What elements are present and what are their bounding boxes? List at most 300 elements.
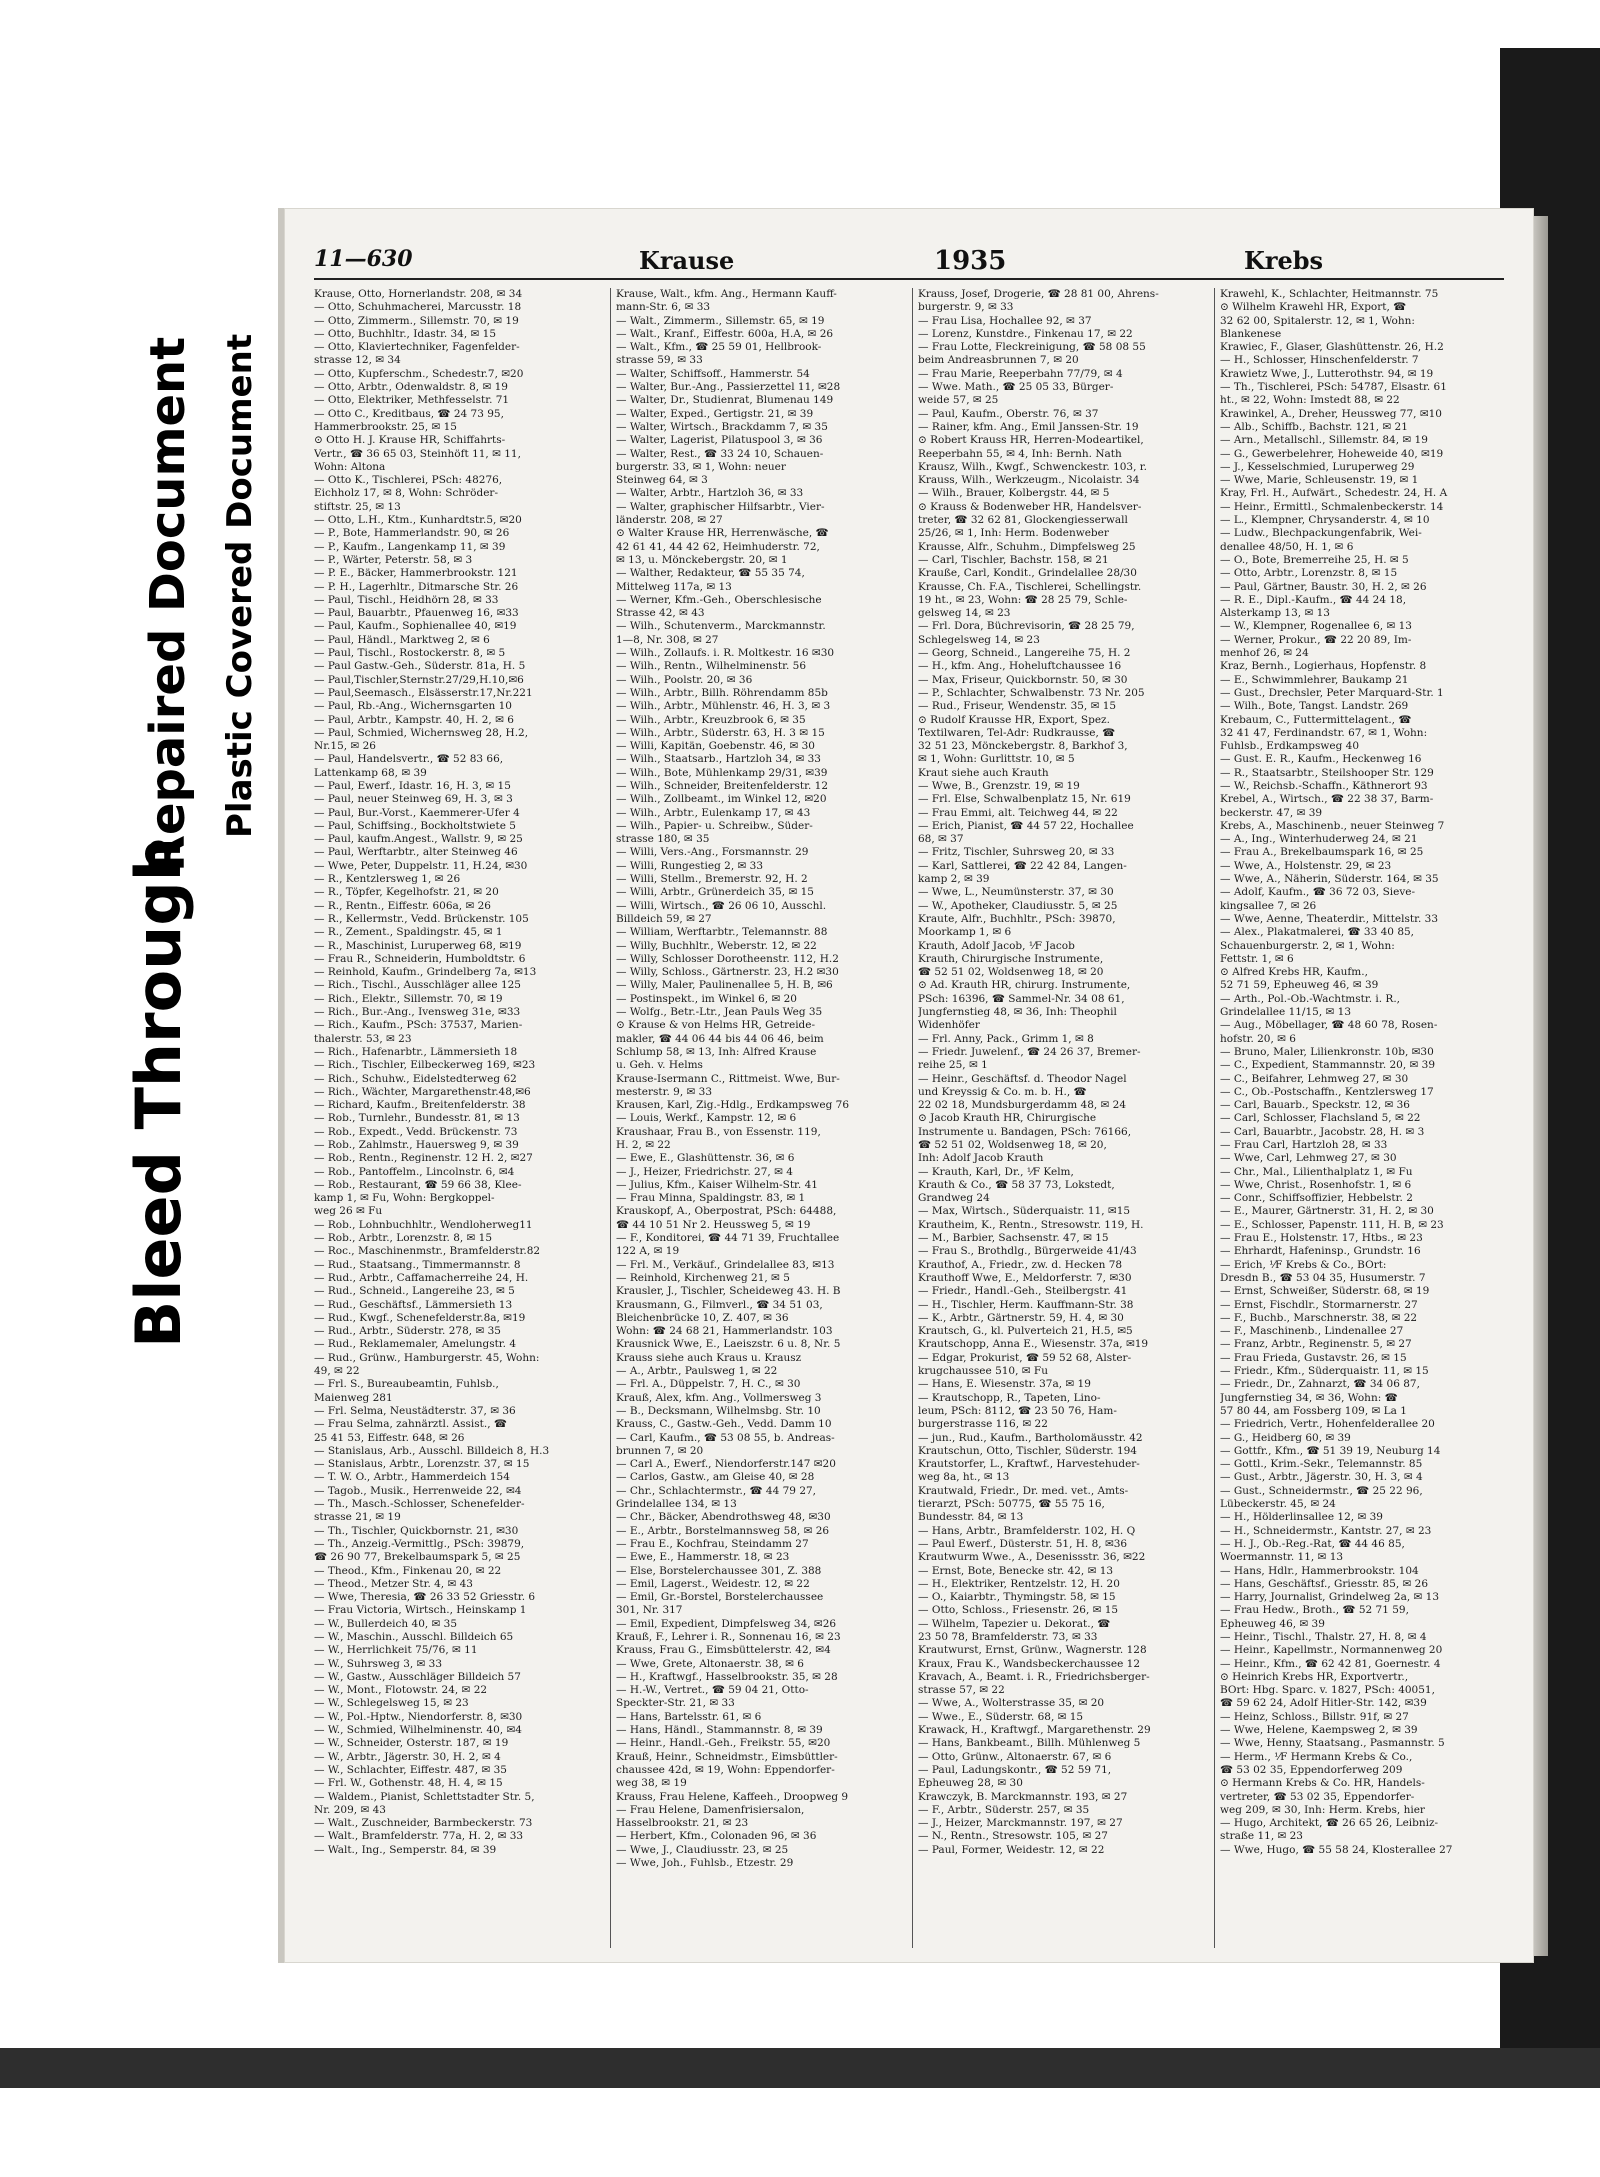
directory-entry: Krauß, Alex, kfm. Ang., Vollmersweg 3 (616, 1391, 822, 1404)
directory-entry: — Frl. Else, Schwalbenplatz 15, Nr. 619 (918, 793, 1131, 806)
directory-entry: — Wwe, Hugo, ☎ 55 58 24, Klosterallee 27 (1220, 1843, 1453, 1856)
page-header (284, 208, 1534, 276)
directory-entry: Speckter-Str. 21, ✉ 33 (616, 1697, 735, 1710)
directory-entry: — Wilh., Arbtr., Mühlenstr. 46, H. 3, ✉ 3 (616, 700, 831, 713)
directory-entry: — Frau Frieda, Gustavstr. 26, ✉ 15 (1220, 1351, 1407, 1364)
directory-entry: — F., Maschinenb., Lindenallee 27 (1220, 1325, 1404, 1338)
directory-entry: — Wwe., E., Süderstr. 68, ✉ 15 (918, 1710, 1084, 1723)
directory-entry: Woermannstr. 11, ✉ 13 (1220, 1551, 1344, 1564)
directory-entry: — jun., Rud., Kaufm., Bartholomäusstr. 42 (918, 1431, 1143, 1444)
directory-entry: Krautwurm Wwe., A., Desenissstr. 36, ✉22 (918, 1551, 1146, 1564)
directory-entry: weg 38, ✉ 19 (616, 1777, 687, 1790)
directory-entry: — W., Schmied, Wilhelminenstr. 40, ✉4 (314, 1724, 522, 1737)
directory-entry: — Wilh., Arbtr., Eulenkamp 17, ✉ 43 (616, 806, 811, 819)
directory-entry: 32 41 47, Ferdinandstr. 67, ✉ 1, Wohn: (1220, 726, 1428, 739)
directory-entry: — Paul, Ladungskontr., ☎ 52 59 71, (918, 1763, 1112, 1776)
directory-entry: hofstr. 20, ✉ 6 (1220, 1032, 1296, 1045)
directory-entry: — Otto, Arbtr., Lorenzstr. 8, ✉ 15 (1220, 567, 1398, 580)
directory-entry: Bleichenbrücke 10, Z. 407, ✉ 36 (616, 1311, 789, 1324)
directory-entry: burgerstr. 33, ✉ 1, Wohn: neuer (616, 460, 786, 473)
directory-entry: — Emil, Expedient, Dimpfelsweg 34, ✉26 (616, 1617, 837, 1630)
directory-entry: — Willi, Stellm., Bremerstr. 92, H. 2 (616, 873, 808, 886)
directory-entry: — R., Rentn., Eiffestr. 606a, ✉ 26 (314, 899, 491, 912)
directory-entry: — Rob., Lohnbuchhltr., Wendloherweg11 (314, 1218, 533, 1231)
directory-entry: — Frau S., Brothdlg., Bürgerweide 41/43 (918, 1245, 1137, 1258)
directory-entry: — Otto, Grünw., Altonaerstr. 67, ✉ 6 (918, 1750, 1112, 1763)
directory-entry: — Max, Friseur, Quickbornstr. 50, ✉ 30 (918, 673, 1128, 686)
directory-entry: 52 71 59, Epheuweg 46, ✉ 39 (1220, 979, 1379, 992)
directory-entry: — Carl, Schlosser, Flachsland 5, ✉ 22 (1220, 1112, 1421, 1125)
directory-entry: — Paul, Rb.-Ang., Wichernsgarten 10 (314, 700, 512, 713)
directory-entry: — Paul, Former, Weidestr. 12, ✉ 22 (918, 1843, 1105, 1856)
directory-entry: — Karl, Sattlerei, ☎ 22 42 84, Langen- (918, 859, 1127, 872)
directory-entry: — Paul, Ewerf., Idastr. 16, H. 3, ✉ 15 (314, 779, 511, 792)
directory-entry: — B., Decksmann, Wilhelmsbg. Str. 10 (616, 1404, 821, 1417)
directory-entry: — Ewe, E., Hammerstr. 18, ✉ 23 (616, 1551, 790, 1564)
directory-column-2 (616, 288, 906, 1948)
page-number: 11—630 (314, 246, 413, 272)
directory-entry: — Ewe, E., Glashüttenstr. 36, ✉ 6 (616, 1152, 795, 1165)
directory-entry: — Ludw., Blechpackungenfabrik, Wei- (1220, 527, 1422, 540)
directory-entry: weide 57, ✉ 25 (918, 394, 999, 407)
directory-entry: 32 51 23, Mönckebergstr. 8, Barkhof 3, (918, 740, 1128, 753)
directory-entry: — Krautschopp, R., Tapeten, Lino- (918, 1391, 1101, 1404)
directory-entry: — Frl. Selma, Neustädterstr. 37, ✉ 36 (314, 1404, 516, 1417)
directory-entry: — G., Heidberg 60, ✉ 39 (1220, 1431, 1351, 1444)
directory-entry: — Carl, Tischler, Bachstr. 158, ✉ 21 (918, 553, 1109, 566)
directory-entry: 57 80 44, am Fossberg 109, ✉ La 1 (1220, 1404, 1407, 1417)
directory-entry: ht., ✉ 22, Wohn: Imstedt 88, ✉ 22 (1220, 394, 1400, 407)
directory-year: 1935 (934, 246, 1007, 276)
plastic-covered-label: Plastic Covered Document (220, 333, 260, 838)
directory-entry: — Gottl., Krim.-Sekr., Telemannstr. 85 (1220, 1458, 1423, 1471)
directory-columns (314, 288, 1529, 1948)
directory-entry: Krause, Otto, Hornerlandstr. 208, ✉ 34 (314, 288, 523, 300)
directory-entry: — G., Gewerbelehrer, Hoheweide 40, ✉19 (1220, 447, 1444, 460)
directory-entry: — Hugo, Architekt, ☎ 26 65 26, Leibniz- (1220, 1817, 1439, 1830)
directory-entry: — P., Kaufm., Langenkamp 11, ✉ 39 (314, 540, 506, 553)
directory-entry: strasse 59, ✉ 33 (616, 354, 703, 367)
directory-entry: Kraux, Frau K., Wandsbeckerchaussee 12 (918, 1657, 1140, 1670)
directory-entry: kamp 1, ✉ Fu, Wohn: Bergkoppel- (314, 1192, 495, 1205)
directory-entry: — Rud., Staatsang., Timmermannstr. 8 (314, 1258, 521, 1271)
directory-entry: — Alb., Schiffb., Bachstr. 121, ✉ 21 (1220, 420, 1408, 433)
directory-entry: — Heinr., Kfm., ☎ 62 42 81, Goernestr. 4 (1220, 1657, 1441, 1670)
directory-entry: 22 02 18, Mundsburgerdamm 48, ✉ 24 (918, 1099, 1127, 1112)
directory-entry: — J., Heizer, Friedrichstr. 27, ✉ 4 (616, 1165, 793, 1178)
directory-entry: Krautsch, G., kl. Pulverteich 21, H.5, ✉5 (918, 1325, 1133, 1338)
directory-entry: — E., Arbtr., Borstelmannsweg 58, ✉ 26 (616, 1524, 830, 1537)
directory-entry: Instrumente u. Bandagen, PSch: 76166, (918, 1125, 1132, 1138)
directory-entry: — T. W. O., Arbtr., Hammerdeich 154 (314, 1471, 510, 1484)
directory-entry: — Carl A., Ewerf., Niendorferstr.147 ✉20 (616, 1458, 836, 1471)
directory-entry: Krawinkel, A., Dreher, Heussweg 77, ✉10 (1220, 407, 1442, 420)
directory-entry: — Arn., Metallschl., Sillemstr. 84, ✉ 19 (1220, 434, 1428, 447)
directory-entry: 23 50 78, Bramfelderstr. 73, ✉ 33 (918, 1630, 1098, 1643)
directory-entry: — Willy, Schlosser Dorotheenstr. 112, H.2 (616, 952, 839, 965)
directory-entry: — Rud., Kwgf., Schenefelderstr.8a, ✉19 (314, 1311, 526, 1324)
directory-entry: ⊙ Walter Krause HR, Herrenwäsche, ☎ (616, 527, 829, 540)
directory-entry: — Frau Lisa, Hochallee 92, ✉ 37 (918, 314, 1092, 327)
directory-entry: — P., Bote, Hammerlandstr. 90, ✉ 26 (314, 527, 510, 540)
directory-entry: — Hans, Arbtr., Bramfelderstr. 102, H. Q (918, 1524, 1136, 1537)
directory-entry: — Hans, Händl., Stammannstr. 8, ✉ 39 (616, 1724, 823, 1737)
directory-entry: — W., Suhrsweg 3, ✉ 33 (314, 1657, 443, 1670)
directory-entry: — Rud., Friseur, Wendenstr. 35, ✉ 15 (918, 700, 1117, 713)
directory-entry: — Paul, Kaufm., Sophienallee 40, ✉19 (314, 620, 517, 633)
directory-entry: Krausmann, G., Filmverl., ☎ 34 51 03, (616, 1298, 823, 1311)
directory-entry: — R., Maschinist, Luruperweg 68, ✉19 (314, 939, 522, 952)
directory-entry: Billdeich 59, ✉ 27 (616, 912, 712, 925)
directory-entry: — Paul, Kaufm., Oberstr. 76, ✉ 37 (918, 407, 1099, 420)
directory-entry: — Herm., ⅟F Hermann Krebs & Co., (1220, 1750, 1413, 1763)
directory-entry: ⊙ Ad. Krauth HR, chirurg. Instrumente, (918, 979, 1131, 992)
directory-entry: — E., Maurer, Gärtnerstr. 31, H. 2, ✉ 30 (1220, 1205, 1434, 1218)
directory-entry: 42 61 41, 44 42 62, Heimhuderstr. 72, (616, 540, 820, 553)
directory-entry: ⊙ Otto H. J. Krause HR, Schiffahrts- (314, 434, 506, 447)
directory-entry: — Rainer, kfm. Ang., Emil Janssen-Str. 19 (918, 420, 1139, 433)
directory-entry: — Frau Minna, Spaldingstr. 83, ✉ 1 (616, 1192, 806, 1205)
directory-entry: ☎ 26 90 77, Brekelbaumspark 5, ✉ 25 (314, 1551, 521, 1564)
directory-entry: — Friedr., Kfm., Süderquaistr. 11, ✉ 15 (1220, 1365, 1429, 1378)
directory-entry: — Walter, Rest., ☎ 33 24 10, Schauen- (616, 447, 824, 460)
directory-entry: — Frau Marie, Reeperbahn 77/79, ✉ 4 (918, 367, 1123, 380)
directory-entry: — Friedrich, Vertr., Hohenfelderallee 20 (1220, 1418, 1435, 1431)
directory-entry: — Paul, Bur.-Vorst., Kaemmerer-Ufer 4 (314, 806, 520, 819)
directory-entry: makler, ☎ 44 06 44 bis 44 06 46, beim (616, 1032, 824, 1045)
directory-entry: — Ehrhardt, Hafeninsp., Grundstr. 16 (1220, 1245, 1421, 1258)
directory-entry: ⊙ Alfred Krebs HR, Kaufm., (1220, 966, 1368, 979)
repaired-document-label: Repaired Document (140, 336, 196, 872)
directory-entry: — Paul, neuer Steinweg 69, H. 3, ✉ 3 (314, 793, 513, 806)
directory-entry: — Rud., Grünw., Hamburgerstr. 45, Wohn: (314, 1351, 540, 1364)
directory-entry: — Paul, kaufm.Angest., Wallstr. 9, ✉ 25 (314, 833, 523, 846)
directory-entry: — Carl, Bauarbtr., Jacobstr. 28, H. ✉ 3 (1220, 1125, 1425, 1138)
directory-entry: Mittelweg 117a, ✉ 13 (616, 580, 732, 593)
directory-entry: — W., Mont., Flotowstr. 24, ✉ 22 (314, 1684, 488, 1697)
directory-entry: — Friedr. Juwelenf., ☎ 24 26 37, Bremer- (918, 1045, 1141, 1058)
directory-entry: — Otto, Arbtr., Odenwaldstr. 8, ✉ 19 (314, 381, 508, 394)
directory-entry: — Georg, Schneid., Langereihe 75, H. 2 (918, 647, 1131, 660)
directory-entry: — Rich., Bur.-Ang., Ivensweg 31e, ✉33 (314, 1006, 521, 1019)
directory-entry: — Postinspekt., im Winkel 6, ✉ 20 (616, 992, 797, 1005)
directory-entry: Krawehl, K., Schlachter, Heitmannstr. 75 (1220, 288, 1439, 300)
directory-entry: — Edgar, Prokurist, ☎ 59 52 68, Alster- (918, 1351, 1132, 1364)
directory-entry: — Otto K., Tischlerei, PSch: 48276, (314, 474, 503, 487)
directory-entry: — Wilh., Papier- u. Schreibw., Süder- (616, 819, 813, 832)
directory-entry: — Hans, Bartelsstr. 61, ✉ 6 (616, 1710, 762, 1723)
directory-entry: — Chr., Bäcker, Abendrothsweg 48, ✉30 (616, 1511, 831, 1524)
directory-entry: ⊙ Krause & von Helms HR, Getreide- (616, 1019, 816, 1032)
directory-entry: — Frau E., Kochfrau, Steindamm 27 (616, 1537, 809, 1550)
directory-entry: — Wilh., Staatsarb., Hartzloh 34, ✉ 33 (616, 753, 821, 766)
directory-entry: — N., Rentn., Stresowstr. 105, ✉ 27 (918, 1830, 1108, 1843)
directory-entry: Krebaum, C., Futtermittelagent., ☎ (1220, 713, 1412, 726)
directory-entry: — Reinhold, Kirchenweg 21, ✉ 5 (616, 1271, 790, 1284)
directory-entry: — Willy, Maler, Paulinenallee 5, H. B, ✉6 (616, 979, 833, 992)
directory-entry: — Willi, Arbtr., Grünerdeich 35, ✉ 15 (616, 886, 814, 899)
directory-entry: — Willi, Vers.-Ang., Forsmannstr. 29 (616, 846, 809, 859)
directory-entry: — Wilhelm, Tapezier u. Dekorat., ☎ (918, 1617, 1111, 1630)
directory-entry: — Rud., Arbtr., Caffamacherreihe 24, H. (314, 1271, 529, 1284)
directory-entry: — Walt., Ing., Semperstr. 84, ✉ 39 (314, 1843, 497, 1856)
directory-entry: — Frau Emmi, alt. Teichweg 44, ✉ 22 (918, 806, 1118, 819)
directory-entry: brunnen 7, ✉ 20 (616, 1444, 704, 1457)
directory-entry: — Walther, Redakteur, ☎ 55 35 74, (616, 567, 805, 580)
directory-entry: 32 62 00, Spitalerstr. 12, ✉ 1, Wohn: (1220, 314, 1415, 327)
directory-entry: — Rud., Reklamemaler, Amelungstr. 4 (314, 1338, 517, 1351)
directory-entry: 68, ✉ 37 (918, 833, 964, 846)
directory-entry: — Wilh., Brauer, Kolbergstr. 44, ✉ 5 (918, 487, 1110, 500)
directory-entry: — Willi, Wirtsch., ☎ 26 06 10, Ausschl. (616, 899, 827, 912)
directory-entry: — Carl, Bauarb., Speckstr. 12, ✉ 36 (1220, 1099, 1410, 1112)
directory-entry: — Paul Ewerf., Düsterstr. 51, H. 8, ✉36 (918, 1537, 1128, 1550)
directory-entry: Krauth, Adolf Jacob, ⅟F Jacob (918, 939, 1075, 952)
directory-entry: Krauss siehe auch Kraus u. Krausz (616, 1351, 802, 1364)
directory-entry: — Walt., Bramfelderstr. 77a, H. 2, ✉ 33 (314, 1830, 524, 1843)
directory-entry: — Rich., Schuhw., Eidelstedterweg 62 (314, 1072, 517, 1085)
directory-entry: leum, PSch: 8112, ☎ 23 50 76, Ham- (918, 1404, 1117, 1417)
directory-entry: — Ernst, Bote, Benecke str. 42, ✉ 13 (918, 1564, 1114, 1577)
directory-entry: — Walter, Wirtsch., Brackdamm 7, ✉ 35 (616, 420, 828, 433)
directory-entry: 122 A, ✉ 19 (616, 1245, 680, 1258)
directory-entry: ⊙ Hermann Krebs & Co. HR, Handels- (1220, 1777, 1425, 1790)
directory-entry: — Th., Masch.-Schlosser, Schenefelder- (314, 1498, 525, 1511)
bleed-through-label: Bleed Through (122, 837, 195, 1348)
directory-entry: — Frau E., Holstenstr. 17, Htbs., ✉ 23 (1220, 1232, 1423, 1245)
directory-entry: — Gust., Arbtr., Jägerstr. 30, H. 3, ✉ 4 (1220, 1471, 1423, 1484)
directory-entry: — P. H., Lagerhltr., Ditmarsche Str. 26 (314, 580, 519, 593)
directory-entry: — Walter, Schiffsoff., Hammerstr. 54 (616, 367, 810, 380)
directory-entry: — Wwe, Marie, Schleusenstr. 19, ✉ 1 (1220, 474, 1419, 487)
directory-entry: Krausse, Ch. F.A., Tischlerei, Schellingstr. (918, 580, 1142, 593)
directory-entry: — Paul, Tischl., Rostockerstr. 8, ✉ 5 (314, 647, 506, 660)
directory-entry: — Wwe, A., Holstenstr. 29, ✉ 23 (1220, 859, 1392, 872)
directory-entry: Kraute, Alfr., Buchhltr., PSch: 39870, (918, 912, 1116, 925)
directory-entry: — Frau A., Brekelbaumspark 16, ✉ 25 (1220, 846, 1424, 859)
directory-entry: stiftstr. 25, ✉ 13 (314, 500, 401, 513)
directory-entry: — Wilh., Bote, Mühlenkamp 29/31, ✉39 (616, 766, 828, 779)
directory-entry: — Frau R., Schneiderin, Humboldtstr. 6 (314, 952, 526, 965)
directory-entry: krugchaussee 510, ✉ Fu (918, 1365, 1048, 1378)
directory-entry: Kraz, Bernh., Logierhaus, Hopfenstr. 8 (1220, 660, 1427, 673)
directory-entry: — Paul, Schiffsing., Bockholtstwiete 5 (314, 819, 516, 832)
directory-entry: — Rich., Tischler, Eilbeckerweg 169, ✉23 (314, 1059, 536, 1072)
directory-entry: Reeperbahn 55, ✉ 4, Inh: Bernh. Nath (918, 447, 1122, 460)
directory-entry: — Paul,Seemasch., Elsässerstr.17,Nr.221 (314, 686, 533, 699)
directory-entry: Krauss, Josef, Drogerie, ☎ 28 81 00, Ahrens- (918, 288, 1159, 300)
directory-entry: — J., Kesselschmied, Luruperweg 29 (1220, 460, 1415, 473)
directory-entry: — Wwe, A., Wolterstrasse 35, ✉ 20 (918, 1697, 1105, 1710)
directory-entry: — H., kfm. Ang., Hoheluftchaussee 16 (918, 660, 1122, 673)
directory-entry: — Paul, Gärtner, Baustr. 30, H. 2, ✉ 26 (1220, 580, 1427, 593)
directory-entry: — E., Schlosser, Papenstr. 111, H. B, ✉ 23 (1220, 1218, 1444, 1231)
directory-entry: — Rich., Wächter, Margarethenstr.48,✉6 (314, 1085, 531, 1098)
directory-entry: Kraushaar, Frau B., von Essenstr. 119, (616, 1125, 821, 1138)
directory-entry: Krebel, A., Wirtsch., ☎ 22 38 37, Barm- (1220, 793, 1434, 806)
directory-entry: — W., Herrlichkeit 75/76, ✉ 11 (314, 1644, 478, 1657)
directory-entry: Maienweg 281 (314, 1391, 393, 1404)
directory-entry: — Frl. S., Bureaubeamtin, Fuhlsb., (314, 1378, 499, 1391)
directory-entry: — Otto, Schuhmacherei, Marcusstr. 18 (314, 301, 522, 314)
directory-entry: — Carlos, Gastw., am Gleise 40, ✉ 28 (616, 1471, 815, 1484)
directory-entry: — Adolf, Kaufm., ☎ 36 72 03, Sieve- (1220, 886, 1416, 899)
directory-entry: — Frl. A., Düppelstr. 7, H. C., ✉ 30 (616, 1378, 801, 1391)
directory-entry: — Heinr., Geschäftsf. d. Theodor Nagel (918, 1072, 1127, 1085)
directory-entry: — Rud., Schneid., Langereihe 23, ✉ 5 (314, 1285, 515, 1298)
directory-entry: — Heinr., Handl.-Geh., Freikstr. 55, ✉20 (616, 1737, 831, 1750)
directory-entry: — M., Barbier, Sachsenstr. 47, ✉ 15 (918, 1232, 1109, 1245)
directory-entry: — P. E., Bäcker, Hammerbrookstr. 121 (314, 567, 518, 580)
directory-entry: — Heinr., Kapellmstr., Normannenweg 20 (1220, 1644, 1443, 1657)
directory-column-1 (314, 288, 604, 1948)
directory-entry: — W., Schneider, Osterstr. 187, ✉ 19 (314, 1737, 509, 1750)
directory-entry: — Emil, Lagerst., Weidestr. 12, ✉ 22 (616, 1577, 810, 1590)
directory-entry: — Frau Lotte, Fleckreinigung, ☎ 58 08 55 (918, 341, 1146, 354)
directory-entry: — Walt., Zuschneider, Barmbeckerstr. 73 (314, 1817, 533, 1830)
directory-entry: Krautschun, Otto, Tischler, Süderstr. 194 (918, 1444, 1137, 1457)
directory-entry: — R., Töpfer, Kegelhofstr. 21, ✉ 20 (314, 886, 499, 899)
directory-column-4 (1220, 288, 1510, 1948)
directory-entry: — H., Tischler, Herm. Kauffmann-Str. 38 (918, 1298, 1134, 1311)
directory-entry: vertreter, ☎ 53 02 35, Eppendorfer- (1220, 1790, 1415, 1803)
directory-entry: — R., Kentzlersweg 1, ✉ 26 (314, 873, 461, 886)
directory-entry: 1—8, Nr. 308, ✉ 27 (616, 633, 719, 646)
directory-entry: Blankenese (1220, 327, 1282, 340)
left-guide-word: Krause (639, 246, 735, 275)
directory-entry: — Wilh., Zollaufs. i. R. Moltkestr. 16 ✉30 (616, 647, 835, 660)
directory-entry: — Wwe, Henny, Staatsang., Pasmannstr. 5 (1220, 1737, 1445, 1750)
directory-entry: denallee 48/50, H. 1, ✉ 6 (1220, 540, 1354, 553)
directory-entry: Widenhöfer (918, 1019, 980, 1032)
directory-entry: — Rob., Zahlmstr., Hauersweg 9, ✉ 39 (314, 1139, 519, 1151)
directory-entry: — Hans, Bankbeamt., Billh. Mühlenweg 5 (918, 1737, 1141, 1750)
directory-entry: länderstr. 208, ✉ 27 (616, 514, 723, 527)
directory-entry: — Wwe, Peter, Duppelstr. 11, H.24, ✉30 (314, 859, 528, 872)
directory-entry: — Wilh., Rentn., Wilhelminenstr. 56 (616, 660, 807, 673)
directory-entry: Krausz, Wilh., Kwgf., Schwenckestr. 103, r. (918, 460, 1147, 473)
directory-entry: — Heinr., Ermittl., Schmalenbeckerstr. 14 (1220, 500, 1444, 513)
directory-entry: — Conr., Schiffsoffizier, Hebbelstr. 2 (1220, 1192, 1413, 1205)
directory-entry: — Aug., Möbellager, ☎ 48 60 78, Rosen- (1220, 1019, 1438, 1032)
directory-entry: — W., Apotheker, Claudiusstr. 5, ✉ 25 (918, 899, 1118, 912)
directory-entry: Alsterkamp 13, ✉ 13 (1220, 607, 1330, 620)
directory-entry: — Erich, Pianist, ☎ 44 57 22, Hochallee (918, 819, 1134, 832)
directory-entry: — O., Kaiarbtr., Thymingstr. 58, ✉ 15 (918, 1591, 1116, 1604)
directory-entry: — Erich, ⅟F Krebs & Co., BOrt: (1220, 1258, 1387, 1271)
directory-entry: — R., Kellermstr., Vedd. Brückenstr. 105 (314, 912, 529, 925)
directory-entry: — Lorenz, Kunstdre., Finkenau 17, ✉ 22 (918, 327, 1133, 340)
directory-entry: — L., Klempner, Chrysanderstr. 4, ✉ 10 (1220, 514, 1430, 527)
directory-entry: — Wilh., Arbtr., Süderstr. 63, H. 3 ✉ 15 (616, 726, 825, 739)
directory-entry: Krauss, C., Gastw.-Geh., Vedd. Damm 10 (616, 1418, 832, 1431)
directory-entry: BOrt: Hbg. Sparc. v. 1827, PSch: 40051, (1220, 1684, 1435, 1697)
directory-entry: Inh: Adolf Jacob Krauth (918, 1152, 1044, 1165)
directory-entry: — Otto, Kupferschm., Schedestr.7, ✉20 (314, 367, 524, 380)
directory-entry: Krauskopf, A., Oberpostrat, PSch: 64488, (616, 1205, 837, 1218)
directory-entry: Jungfernstieg 48, ✉ 36, Inh: Theophil (918, 1006, 1117, 1019)
directory-entry: — Otto, Elektriker, Methfesselstr. 71 (314, 394, 510, 407)
directory-entry: — Wwe, Grete, Altonaerstr. 38, ✉ 6 (616, 1657, 804, 1670)
directory-entry: Krauße, Carl, Kondit., Grindelallee 28/30 (918, 567, 1137, 580)
directory-entry: — Frau Selma, zahnärztl. Assist., ☎ (314, 1418, 507, 1431)
directory-entry: — Otto C., Kreditbaus, ☎ 24 73 95, (314, 407, 504, 420)
directory-entry: — Paul, Schmied, Wichernsweg 28, H.2, (314, 726, 529, 739)
directory-entry: — Reinhold, Kaufm., Grindelberg 7a, ✉13 (314, 966, 537, 979)
directory-entry: Krausen, Karl, Zig.-Hdlg., Erdkampsweg 76 (616, 1099, 850, 1112)
directory-entry: — R., Zement., Spaldingstr. 45, ✉ 1 (314, 926, 503, 939)
directory-entry: Moorkamp 1, ✉ 6 (918, 926, 1012, 939)
directory-entry: — A., Ing., Winterhuderweg 24, ✉ 21 (1220, 833, 1418, 846)
directory-entry: strasse 12, ✉ 34 (314, 354, 401, 367)
directory-entry: burgerstr. 9, ✉ 33 (918, 301, 1014, 314)
directory-entry: — Walter, Arbtr., Hartzloh 36, ✉ 33 (616, 487, 804, 500)
directory-entry: — Paul, Händl., Marktweg 2, ✉ 6 (314, 633, 490, 646)
directory-entry: — W., Pol.-Hptw., Niendorferstr. 8, ✉30 (314, 1710, 523, 1723)
right-guide-word: Krebs (1244, 246, 1324, 275)
directory-entry: Krauß, Heinr., Schneidmstr., Eimsbüttler- (616, 1750, 838, 1763)
directory-entry: — E., Schwimmlehrer, Baukamp 21 (1220, 673, 1409, 686)
directory-entry: — Wwe, Aenne, Theaterdir., Mittelstr. 33 (1220, 912, 1438, 925)
directory-entry: ⊙ Wilhelm Krawehl HR, Export, ☎ (1220, 301, 1407, 314)
directory-entry: Schauenburgerstr. 2, ✉ 1, Wohn: (1220, 939, 1395, 952)
directory-entry: — W., Reichsb.-Schaffn., Käthnerort 93 (1220, 779, 1428, 792)
directory-entry: Krawack, H., Kraftwgf., Margarethenstr. 29 (918, 1724, 1151, 1737)
directory-entry: weg 26 ✉ Fu (314, 1205, 383, 1218)
directory-entry: — Willi, Kapitän, Goebenstr. 46, ✉ 30 (616, 740, 815, 753)
directory-entry: — W., Arbtr., Jägerstr. 30, H. 2, ✉ 4 (314, 1750, 501, 1763)
directory-entry: — Heinz, Schloss., Billstr. 91f, ✉ 27 (1220, 1710, 1409, 1723)
directory-entry: — Frau Helene, Damenfrisiersalon, (616, 1803, 805, 1816)
directory-entry: — Otto, L.H., Ktm., Kunhardtstr.5, ✉20 (314, 514, 522, 527)
directory-entry: — Otto, Klaviertechniker, Fagenfelder- (314, 341, 520, 354)
directory-entry: ⊙ Jacob Krauth HR, Chirurgische (918, 1112, 1097, 1125)
directory-entry: Strasse 42, ✉ 43 (616, 607, 705, 620)
directory-entry: strasse 180, ✉ 35 (616, 833, 710, 846)
directory-entry: — Ernst, Fischdlr., Stormarnerstr. 27 (1220, 1298, 1418, 1311)
directory-entry: — W., Bullerdeich 40, ✉ 35 (314, 1617, 458, 1630)
directory-entry: H. 2, ✉ 22 (616, 1139, 671, 1151)
directory-entry: Krause, Walt., kfm. Ang., Hermann Kauff- (616, 288, 837, 300)
directory-entry: — Otto, Buchhltr., Idastr. 34, ✉ 15 (314, 327, 497, 340)
directory-entry: — Wilh., Bote, Tangst. Landstr. 269 (1220, 700, 1409, 713)
directory-entry: — P., Wärter, Peterstr. 58, ✉ 3 (314, 553, 473, 566)
directory-entry: — Harry, Journalist, Grindelweg 2a, ✉ 13 (1220, 1591, 1440, 1604)
directory-entry: Lattenkamp 68, ✉ 39 (314, 766, 427, 779)
directory-entry: ☎ 53 02 35, Eppendorferweg 209 (1220, 1763, 1403, 1776)
directory-entry: 19 ht., ✉ 23, Wohn: ☎ 28 25 79, Schle- (918, 593, 1128, 606)
directory-entry: PSch: 16396, ☎ Sammel-Nr. 34 08 61, (918, 992, 1125, 1005)
directory-entry: strasse 21, ✉ 19 (314, 1511, 401, 1524)
directory-entry: ⊙ Robert Krauss HR, Herren-Modeartikel, (918, 434, 1144, 447)
directory-entry: — R. E., Dipl.-Kaufm., ☎ 44 24 18, (1220, 593, 1407, 606)
directory-entry: — H. J., Ob.-Reg.-Rat, ☎ 44 46 85, (1220, 1537, 1405, 1550)
directory-entry: — Wwe, B., Grenzstr. 19, ✉ 19 (918, 779, 1080, 792)
directory-entry: — Walter, Lagerist, Pilatuspool 3, ✉ 36 (616, 434, 823, 447)
directory-entry: — Otto, Schloss., Friesenstr. 26, ✉ 15 (918, 1604, 1119, 1617)
directory-entry: — Rich., Hafenarbtr., Lämmersieth 18 (314, 1045, 518, 1058)
directory-entry: — Rob., Restaurant, ☎ 59 66 38, Klee- (314, 1178, 522, 1191)
directory-entry: 49, ✉ 22 (314, 1365, 360, 1378)
directory-entry: — H.-W., Vertret., ☎ 59 04 21, Otto- (616, 1684, 809, 1697)
directory-entry: Krausler, J., Tischler, Scheideweg 43. H. B (616, 1285, 841, 1298)
directory-entry: ✉ 13, u. Mönckebergstr. 20, ✉ 1 (616, 553, 788, 566)
directory-entry: — Willy, Schloss., Gärtnerstr. 23, H.2 ✉30 (616, 966, 839, 979)
directory-entry: Krawiec, F., Glaser, Glashüttenstr. 26, H.2 (1220, 341, 1444, 354)
directory-entry: — William, Werftarbtr., Telemannstr. 88 (616, 926, 828, 939)
directory-entry: — Hans, Hdlr., Hammerbrookstr. 104 (1220, 1564, 1419, 1577)
directory-entry: ☎ 59 62 24, Adolf Hitler-Str. 142, ✉39 (1220, 1697, 1427, 1710)
